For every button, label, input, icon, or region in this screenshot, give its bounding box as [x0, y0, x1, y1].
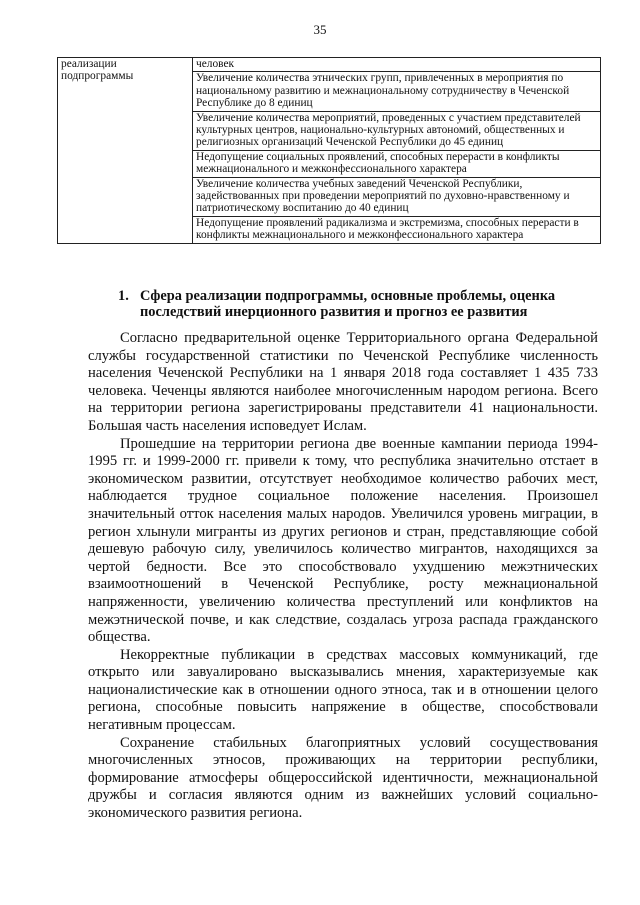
table-label-line: подпрограммы — [61, 70, 134, 83]
table-cell: Увеличение количества мероприятий, проведенных с участием представителей культурных центров, национально-культурных автономий, общественных и религиозных организаций Чеченской Республики до 45 единиц — [193, 111, 601, 150]
body-text — [88, 330, 598, 823]
table-label-line: реализации — [61, 58, 117, 70]
section-title-line: Сфера реализации подпрограммы, основные проблемы, оценка — [140, 288, 556, 304]
table-cell: Увеличение количества учебных заведений Чеченской Республики, задействованных при проведении мероприятий по духовно-нравственному и патриотическому воспитанию до 40 единиц — [193, 177, 601, 216]
table-row — [58, 58, 601, 72]
table-cell: Недопущение проявлений радикализма и экстремизма, способных перерасти в конфликты межнационального и межконфессионального характера — [193, 216, 601, 243]
table-cell: Недопущение социальных проявлений, способных перерасти в конфликты межнационального и межконфессионального характера — [193, 150, 601, 177]
paragraph: Прошедшие на территории региона две военные кампании периода 1994-1995 гг. и 1999-2000 гг. привели к тому, что республика значительно отстает в экономическом развитии, отсутствует необходимое количество рабочих мест, наблюдается трудное социальное положение населения. Произошел значительный отток населения малых народов. Увеличился уровень миграции, в регион хлынули мигранты из других регионов и стран, представляющие собой дешевую рабочую силу, увеличилось количество мигрантов, находящихся за чертой бедности. Все это способствовало ухудшению межэтнических взаимоотношений в Чеченской Республике, росту межнациональной напряженности, увеличению количества преступлений или конфликтов на межэтнической почве, и как следствие, создалась угроза распада гражданского общества. — [88, 435, 598, 646]
section-heading — [118, 288, 598, 320]
section-number: 1. — [118, 288, 129, 304]
table-label-cell — [58, 58, 193, 244]
expected-results-table — [57, 57, 601, 244]
table-cell: Увеличение количества этнических групп, привлеченных в мероприятия по национальному развитию и межнациональному сотрудничеству в Чеченской Республике до 8 единиц — [193, 72, 601, 111]
paragraph: Сохранение стабильных благоприятных условий сосуществования многочисленных этносов, проживающих на территории республики, формирование атмосферы общероссийской идентичности, межнациональной дружбы и согласия являются одним из важнейших условий социально-экономического развития региона. — [88, 734, 598, 822]
section-title-line: последствий инерционного развития и прогноз ее развития — [140, 304, 528, 320]
paragraph: Согласно предварительной оценке Территориального органа Федеральной службы государственной статистики по Чеченской Республике численность населения Чеченской Республики на 1 января 2018 года составляет 1 435 733 человека. Чеченцы являются наиболее многочисленным народом региона. Всего на территории региона зарегистрированы представители 41 национальности. Большая часть населения исповедует Ислам. — [88, 330, 598, 434]
paragraph: Некорректные публикации в средствах массовых коммуникаций, где открыто или завуалировано высказывались мнения, характеризуемые как националистические как в отношении одного этноса, так и в отношении целого региона, способные повысить напряжение в обществе, способствовали негативным процессам. — [88, 646, 598, 734]
table-cell: человек — [193, 58, 601, 72]
page-number: 35 — [313, 22, 327, 37]
